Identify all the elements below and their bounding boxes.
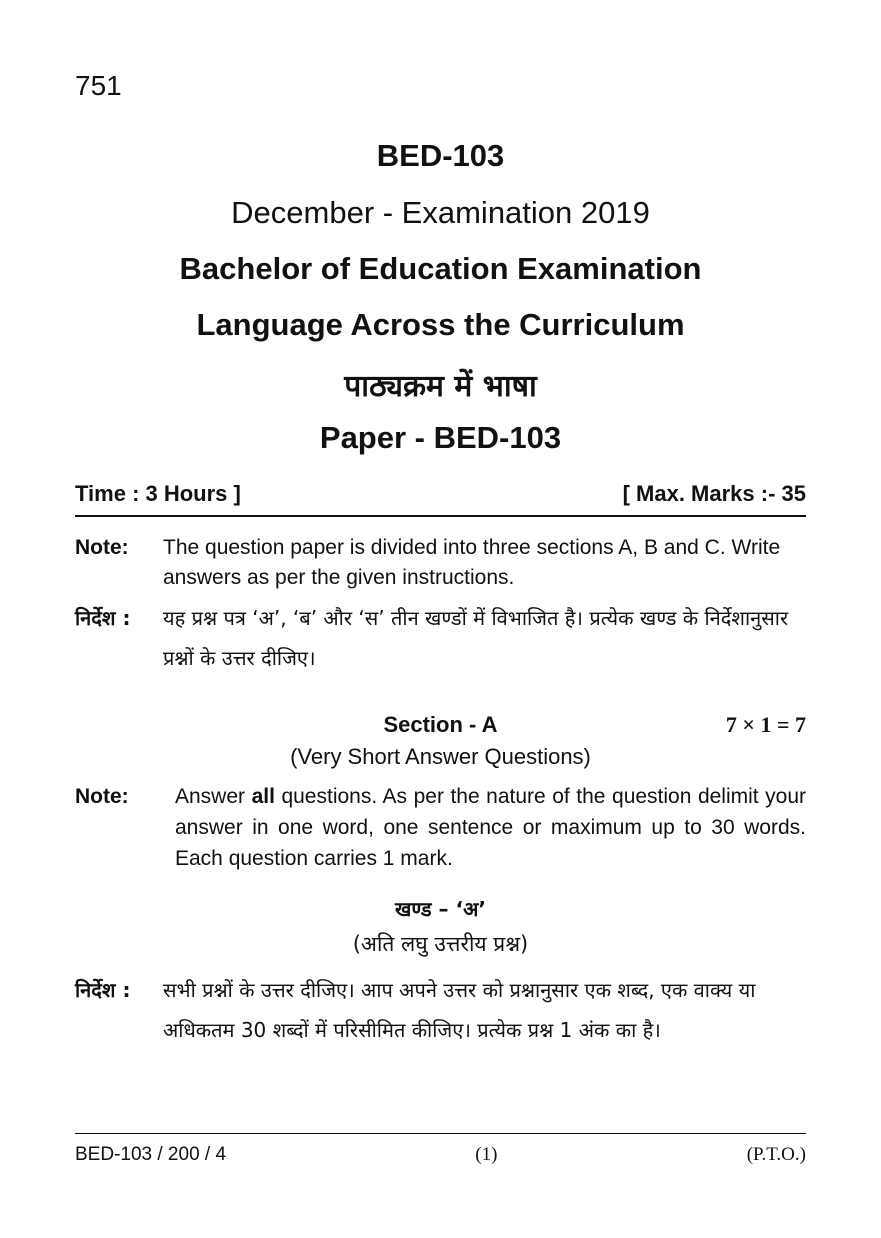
pto-marker: (P.T.O.): [746, 1144, 806, 1165]
section-a-title: Section - A: [383, 712, 498, 737]
max-marks: [ Max. Marks :- 35: [622, 481, 806, 506]
section-a-note-hi: [75, 970, 806, 1050]
note-label: Note:: [75, 785, 129, 808]
section-a-note-en: [75, 781, 806, 874]
section-a-note-text: [175, 781, 806, 874]
nirdesh-text: यह प्रश्न पत्र ‘अ’, ‘ब’ और ‘स’ तीन खण्डों में विभाजित है। प्रत्येक खण्ड के निर्देशानुसार प्रश्नों के उत्तर दीजिए।: [163, 606, 789, 670]
general-note-en: [75, 533, 806, 593]
page-number: (1): [475, 1144, 498, 1165]
nirdesh-label: निर्देश :: [75, 606, 131, 630]
header-divider: [75, 515, 806, 517]
footer-divider: [75, 1133, 806, 1134]
paper-title: Paper - BED-103: [319, 420, 562, 455]
nirdesh-label: निर्देश :: [75, 978, 131, 1002]
note-pre: Answer: [175, 785, 252, 808]
section-a-nirdesh-text: सभी प्रश्नों के उत्तर दीजिए। आप अपने उत्तर को प्रश्नानुसार एक शब्द, एक वाक्य या अधिकतम 30 शब्दों में परिसीमित कीजिए। प्रत्येक प्रश्न 1 अंक का है।: [163, 978, 756, 1042]
page-footer: [75, 1144, 806, 1166]
program-title: Bachelor of Education Examination: [179, 251, 702, 286]
section-a-subtitle-hi: (अति लघु उत्तरीय प्रश्न): [352, 932, 529, 956]
note-bold-all: all: [251, 785, 275, 808]
general-note-hi: [75, 598, 806, 678]
exam-session: December - Examination 2019: [231, 195, 650, 230]
section-a-subtitle: (Very Short Answer Questions): [290, 744, 591, 769]
section-a-marks: 7 × 1 = 7: [725, 712, 806, 737]
subject-title-hi: पाठ्यक्रम में भाषा: [344, 369, 537, 404]
note-label: Note:: [75, 536, 129, 559]
course-code-title: BED-103: [376, 138, 505, 173]
note-post: questions. As per the nature of the question delimit your answer in one word, one sentence or maximum up to 30 words. Each question carries 1 mark.: [175, 785, 807, 870]
section-a-title-hi: खण्ड – ‘अ’: [395, 897, 486, 921]
note-text: The question paper is divided into three sections A, B and C. Write answers as per the given instructions.: [163, 536, 781, 589]
time-marks-row: [75, 481, 806, 507]
time-allowed: Time : 3 Hours ]: [75, 481, 241, 506]
page-code: 751: [75, 70, 122, 101]
subject-title-en: Language Across the Curriculum: [196, 307, 685, 342]
footer-code: BED-103 / 200 / 4: [75, 1144, 227, 1165]
